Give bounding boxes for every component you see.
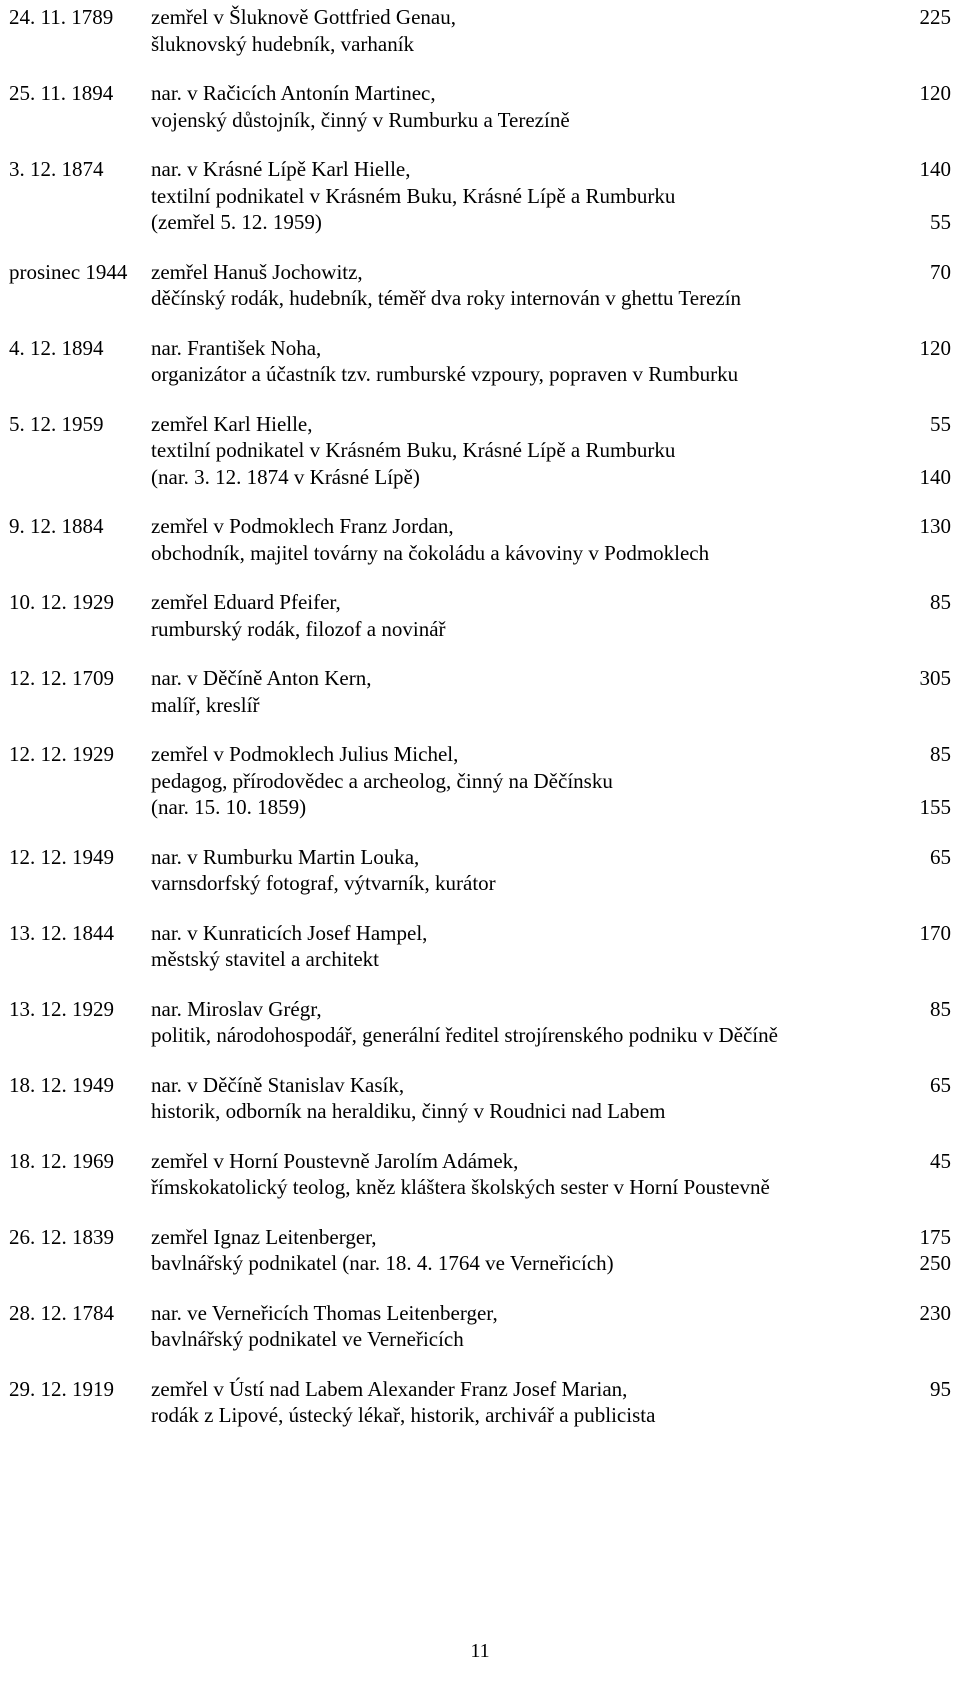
entry-text: zemřel v Podmoklech Franz Jordan, [151,514,454,538]
entry-text: zemřel v Šluknově Gottfried Genau, [151,5,456,29]
entry-line [9,589,951,616]
entry-date: 18. 12. 1949 [9,1072,114,1097]
anniversary-years: 85 [930,742,951,766]
anniversary-years: 225 [919,5,951,29]
entry-line [9,1174,951,1201]
entry-line [9,1376,951,1403]
list-item [9,1072,951,1125]
entry-line [9,1022,951,1049]
entry-line [9,285,951,312]
list-item [9,1376,951,1429]
entry-date: 10. 12. 1929 [9,590,114,614]
entry-text: městský stavitel a architekt [151,947,380,971]
entry-text: (zemřel 5. 12. 1959) [151,210,322,234]
entry-date: 3. 12. 1874 [9,157,104,181]
anniversary-years: 55 [930,411,951,436]
list-item [9,844,951,897]
entry-text: pedagog, přírodovědec a archeolog, činný na Děčínsku [151,768,613,793]
entry-text: obchodník, majitel továrny na čokoládu a kávoviny v Podmoklech [151,540,710,565]
entry-line [9,768,951,795]
list-item [9,4,951,57]
list-item [9,1224,951,1277]
anniversary-years: 120 [919,335,951,360]
entry-text: římskokatolický teolog, kněz kláštera školských sester v Horní Poustevně [151,1175,770,1199]
entry-line [9,1148,951,1175]
entry-line [9,361,951,388]
entry-line [9,794,951,821]
entry-text: nar. Miroslav Grégr, [151,996,322,1021]
list-item [9,156,951,236]
entry-text: nar. v Děčíně Anton Kern, [151,666,372,690]
anniversary-years: 230 [919,1300,951,1325]
entry-date: 12. 12. 1929 [9,742,114,766]
entry-date: 29. 12. 1919 [9,1376,114,1401]
entry-text: zemřel Ignaz Leitenberger, [151,1224,377,1249]
entry-text: vojenský důstojník, činný v Rumburku a Terezíně [151,107,570,132]
entry-text: zemřel v Podmoklech Julius Michel, [151,742,459,766]
entry-text: děčínský rodák, hudebník, téměř dva roky internován v ghettu Terezín [151,286,742,310]
entry-text: zemřel Karl Hielle, [151,411,313,436]
entry-line [9,107,951,134]
entry-line [9,1224,951,1251]
entry-text: nar. v Děčíně Stanislav Kasík, [151,1072,405,1097]
entry-date: prosinec 1944 [9,259,128,284]
anniversary-years: 55 [930,210,951,234]
entry-line [9,464,951,491]
entry-line [9,996,951,1023]
entry-line [9,1326,951,1353]
anniversary-years: 45 [930,1148,951,1173]
list-item [9,335,951,388]
list-item [9,411,951,491]
entry-line [9,513,951,540]
anniversary-years: 305 [919,666,951,690]
list-item [9,513,951,566]
entry-text: nar. v Rumburku Martin Louka, [151,844,420,869]
entry-date: 13. 12. 1929 [9,996,114,1021]
entry-line [9,156,951,183]
anniversary-years: 70 [930,259,951,284]
anniversary-years: 170 [919,920,951,945]
entry-line [9,437,951,464]
entry-date: 28. 12. 1784 [9,1300,114,1325]
entry-date: 12. 12. 1949 [9,844,114,869]
entry-line [9,920,951,947]
entry-text: nar. v Kunraticích Josef Hampel, [151,920,428,945]
entry-text: šluknovský hudebník, varhaník [151,31,415,56]
anniversary-years: 140 [919,157,951,181]
list-item [9,665,951,718]
entry-text: textilní podnikatel v Krásném Buku, Krásné Lípě a Rumburku [151,183,676,208]
entry-line [9,31,951,58]
entry-line [9,946,951,973]
entry-text: zemřel Eduard Pfeifer, [151,590,341,614]
entry-line [9,183,951,210]
entry-line [9,411,951,438]
list-item [9,80,951,133]
entry-text: zemřel v Horní Poustevně Jarolím Adámek, [151,1148,519,1173]
anniversary-years: 95 [930,1376,951,1401]
entry-text: nar. v Račicích Antonín Martinec, [151,81,436,105]
list-item [9,920,951,973]
entry-text: textilní podnikatel v Krásném Buku, Krásné Lípě a Rumburku [151,438,676,462]
entry-line [9,4,951,31]
entry-text: varnsdorfský fotograf, výtvarník, kurátor [151,871,496,895]
anniversary-years: 120 [919,81,951,105]
entry-text: rodák z Lipové, ústecký lékař, historik, archivář a publicista [151,1403,656,1427]
anniversary-years: 250 [919,1251,951,1275]
entry-text: nar. František Noha, [151,335,322,360]
anniversary-years: 85 [930,996,951,1021]
list-item [9,1148,951,1201]
list-item [9,741,951,821]
entry-text: bavlnářský podnikatel (nar. 18. 4. 1764 ve Verneřicích) [151,1251,614,1275]
entry-line [9,209,951,236]
entry-text: historik, odborník na heraldiku, činný v Roudnici nad Labem [151,1099,666,1123]
entry-date: 25. 11. 1894 [9,81,114,105]
entry-text: organizátor a účastník tzv. rumburské vzpoury, popraven v Rumburku [151,362,739,386]
entry-line [9,335,951,362]
entry-date: 13. 12. 1844 [9,920,114,945]
entry-text: malíř, kreslíř [151,692,260,717]
anniversary-list [9,4,951,1452]
entry-date: 26. 12. 1839 [9,1224,114,1249]
entry-line [9,1300,951,1327]
entry-text: (nar. 3. 12. 1874 v Krásné Lípě) [151,464,420,489]
entry-text: zemřel v Ústí nad Labem Alexander Franz Josef Marian, [151,1376,628,1401]
list-item [9,996,951,1049]
entry-line [9,741,951,768]
entry-text: nar. v Krásné Lípě Karl Hielle, [151,157,411,181]
entry-line [9,540,951,567]
entry-text: (nar. 15. 10. 1859) [151,795,307,819]
entry-line [9,665,951,692]
entry-text: bavlnářský podnikatel ve Verneřicích [151,1327,464,1351]
entry-text: nar. ve Verneřicích Thomas Leitenberger, [151,1300,498,1325]
anniversary-years: 130 [919,514,951,538]
anniversary-years: 85 [930,590,951,614]
entry-date: 18. 12. 1969 [9,1148,114,1173]
list-item [9,259,951,312]
entry-line [9,844,951,871]
entry-date: 24. 11. 1789 [9,5,114,29]
anniversary-years: 140 [919,464,951,489]
entry-line [9,259,951,286]
anniversary-years: 65 [930,1072,951,1097]
entry-date: 12. 12. 1709 [9,666,114,690]
entry-date: 4. 12. 1894 [9,335,104,360]
anniversary-years: 175 [919,1224,951,1249]
entry-line [9,870,951,897]
anniversary-years: 155 [919,795,951,819]
page-number: 11 [470,1640,490,1662]
entry-text: politik, národohospodář, generální ředitel strojírenského podniku v Děčíně [151,1023,778,1047]
entry-line [9,692,951,719]
entry-date: 9. 12. 1884 [9,514,104,538]
entry-text: zemřel Hanuš Jochowitz, [151,259,363,284]
entry-line [9,1402,951,1429]
entry-line [9,80,951,107]
entry-line [9,1072,951,1099]
list-item [9,1300,951,1353]
entry-line [9,1250,951,1277]
entry-line [9,1098,951,1125]
anniversary-years: 65 [930,844,951,869]
entry-text: rumburský rodák, filozof a novinář [151,616,446,641]
entry-line [9,616,951,643]
list-item [9,589,951,642]
entry-date: 5. 12. 1959 [9,411,104,436]
